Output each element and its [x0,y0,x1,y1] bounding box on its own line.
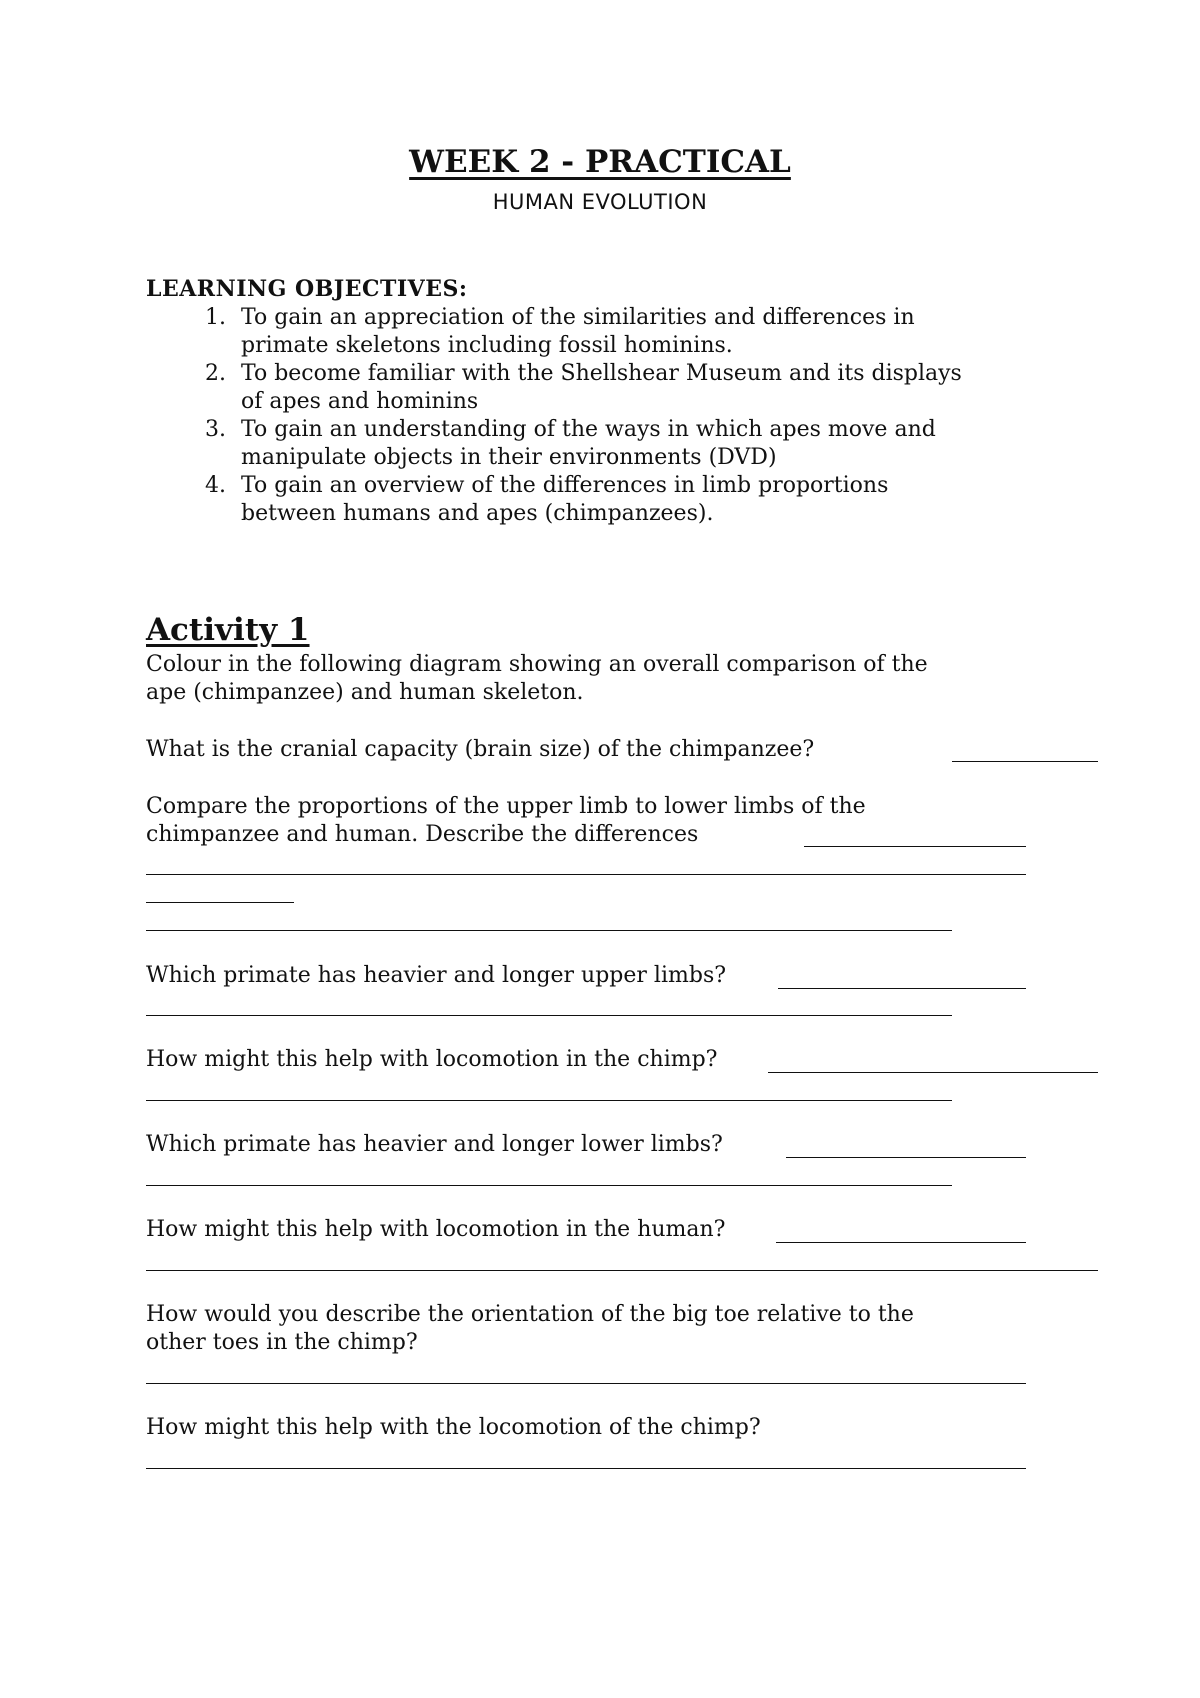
answer-line[interactable] [146,902,294,903]
learning-objectives-heading: LEARNING OBJECTIVES: [146,276,468,302]
answer-line[interactable] [146,1015,952,1016]
answer-line[interactable] [146,1468,1026,1469]
objective-item [146,360,962,416]
question-limb-proportions: Compare the proportions of the upper limb to lower limbs of the [146,794,866,819]
objective-item [146,472,962,528]
learning-objectives-list [146,304,962,528]
question-big-toe: other toes in the chimp? [146,1330,418,1355]
question-big-toe-locomotion: How might this help with the locomotion of the chimp? [146,1415,761,1440]
answer-line[interactable] [146,1185,952,1186]
question-big-toe: How would you describe the orientation of the big toe relative to the [146,1302,914,1327]
answer-line[interactable] [146,1383,1026,1384]
objective-text-line: To gain an appreciation of the similarities and differences in [241,305,915,330]
objective-text-line: of apes and hominins [241,389,479,414]
page-subtitle: HUMAN EVOLUTION [492,190,708,214]
objective-text-line: between humans and apes (chimpanzees). [241,501,714,526]
answer-line[interactable] [778,988,1026,989]
answer-line[interactable] [146,1100,952,1101]
page-title: WEEK 2 - PRACTICAL [409,144,791,180]
objective-text-line: primate skeletons including fossil hominins. [241,333,733,358]
answer-line[interactable] [146,1270,1098,1271]
question-chimp-locomotion: How might this help with locomotion in the chimp? [146,1047,718,1072]
objective-number: 2. [205,361,226,386]
activity-intro-line: Colour in the following diagram showing an overall comparison of the [146,652,928,677]
objective-number: 4. [205,473,226,498]
answer-line[interactable] [146,930,952,931]
answer-line[interactable] [776,1242,1026,1243]
answer-line[interactable] [952,761,1098,762]
question-cranial-capacity: What is the cranial capacity (brain size) of the chimpanzee? [146,737,815,762]
answer-line[interactable] [146,874,1026,875]
objective-item [146,416,962,472]
objective-text-line: To become familiar with the Shellshear Museum and its displays [241,361,962,386]
objective-text-line: manipulate objects in their environments (DVD) [241,445,777,470]
objective-number: 1. [205,305,226,330]
question-upper-limbs: Which primate has heavier and longer upper limbs? [146,963,727,988]
objective-text-line: To gain an overview of the differences in limb proportions [241,473,889,498]
activity-intro-line: ape (chimpanzee) and human skeleton. [146,680,584,705]
activity-heading: Activity 1 [146,612,310,648]
answer-line[interactable] [768,1072,1098,1073]
question-limb-proportions: chimpanzee and human. Describe the differences [146,822,699,847]
question-lower-limbs: Which primate has heavier and longer lower limbs? [146,1132,723,1157]
answer-line[interactable] [804,846,1026,847]
question-human-locomotion: How might this help with locomotion in the human? [146,1217,726,1242]
objective-text-line: To gain an understanding of the ways in which apes move and [241,417,936,442]
objective-number: 3. [205,417,226,442]
answer-line[interactable] [786,1157,1026,1158]
objective-item [146,304,962,360]
